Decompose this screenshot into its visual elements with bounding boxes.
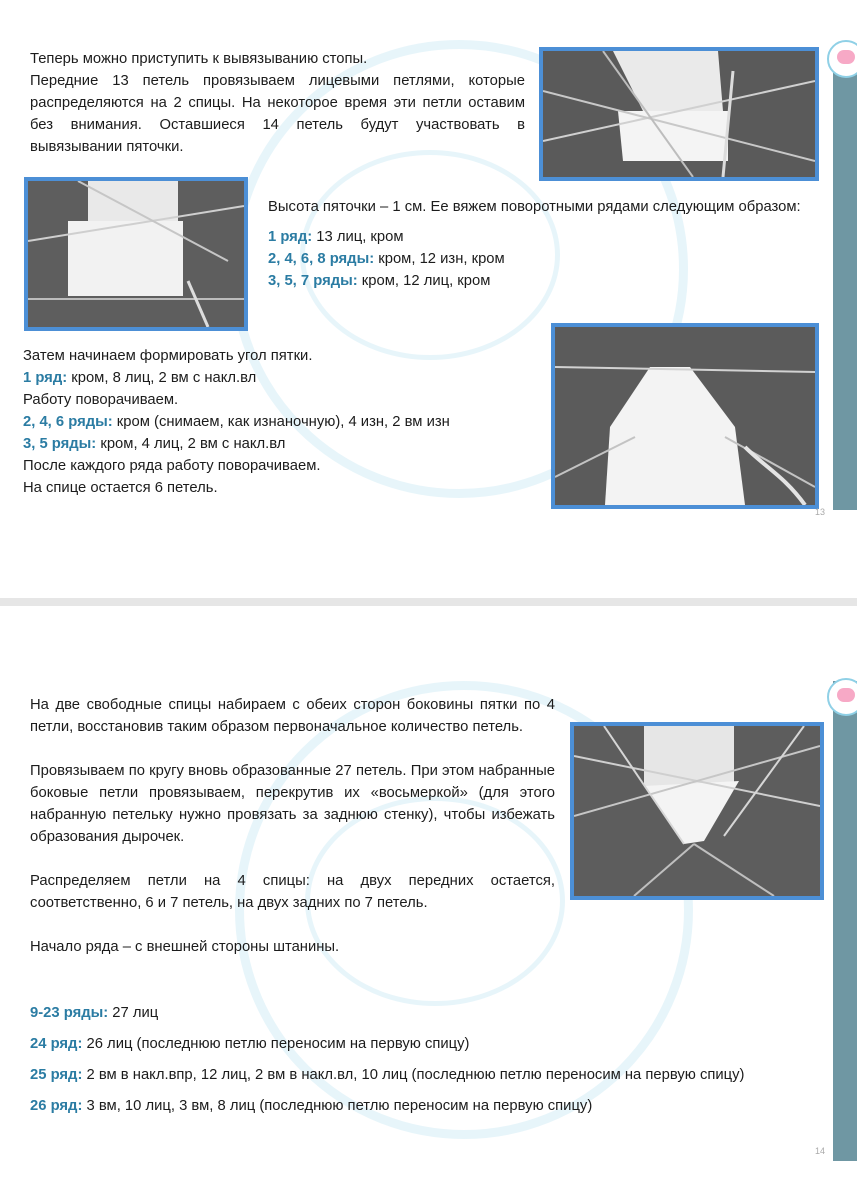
heel-text-block — [268, 196, 833, 292]
brand-logo-icon — [827, 40, 857, 78]
side-bar — [833, 70, 857, 510]
page-14 — [0, 606, 857, 1200]
rows-text-block — [30, 1002, 815, 1117]
corner-text-block — [23, 345, 543, 499]
page-number: 13 — [815, 507, 826, 517]
intro-text-block — [30, 48, 525, 158]
photo-knitting-needles-top — [539, 47, 819, 181]
heel-row-2: 2, 4, 6, 8 ряды: кром, 12 изн, кром — [268, 251, 505, 267]
photo-heel-knitting — [24, 177, 248, 331]
photo-heel-corner — [551, 323, 819, 509]
corner-intro: Затем начинаем формировать угол пятки. — [23, 348, 313, 364]
after-each-row-line: После каждого ряда работу поворачиваем. — [23, 458, 321, 474]
heel-row-3: 3, 5, 7 ряды: кром, 12 лиц, кром — [268, 273, 491, 289]
paragraph-distribute-loops: Распределяем петли на 4 спицы: на двух передних остается, соответственно, 6 и 7 петель, на двух задних по 7 петель. — [30, 873, 555, 911]
remaining-loops-line: На спице остается 6 петель. — [23, 480, 218, 496]
instruction-text-block — [30, 694, 555, 980]
paragraph-row-start: Начало ряда – с внешней стороны штанины. — [30, 939, 340, 955]
corner-row-1: 1 ряд: кром, 8 лиц, 2 вм с накл.вл — [23, 370, 257, 386]
corner-row-2: 2, 4, 6 ряды: кром (снимаем, как изнаночную), 4 изн, 2 вм изн — [23, 414, 450, 430]
brand-logo-icon — [827, 678, 857, 716]
corner-row-3: 3, 5 ряды: кром, 4 лиц, 2 вм с накл.вл — [23, 436, 286, 452]
heel-height-text: Высота пяточки – 1 см. Ее вяжем поворотными рядами следующим образом: — [268, 199, 801, 215]
side-bar — [833, 681, 857, 1161]
row-25: 25 ряд: 2 вм в накл.впр, 12 лиц, 2 вм в накл.вл, 10 лиц (последнюю петлю переносим на первую спицу) — [30, 1067, 745, 1083]
page-number: 14 — [815, 1146, 826, 1156]
page-separator — [0, 598, 857, 606]
page-13 — [0, 0, 857, 598]
photo-side-loops — [570, 722, 824, 900]
row-26: 26 ряд: 3 вм, 10 лиц, 3 вм, 8 лиц (последнюю петлю переносим на первую спицу) — [30, 1098, 593, 1114]
row-9-23: 9-23 ряды: 27 лиц — [30, 1005, 159, 1021]
turn-work-line: Работу поворачиваем. — [23, 392, 179, 408]
row-24: 24 ряд: 26 лиц (последнюю петлю переносим на первую спицу) — [30, 1036, 470, 1052]
intro-line: Теперь можно приступить к вывязыванию стопы. — [30, 51, 368, 67]
paragraph-pick-up-loops: На две свободные спицы набираем с обеих сторон боковины пятки по 4 петли, восстановив таким образом первоначальное количество петель. — [30, 697, 555, 735]
heel-row-1: 1 ряд: 13 лиц, кром — [268, 229, 404, 245]
paragraph-knit-in-round: Провязываем по кругу вновь образованные 27 петель. При этом набранные боковые петли провязываем, перекрутив их «восьмеркой» (для этого набранную петельку нужно провязать за заднюю стенку), чтобы избежать образования дырочек. — [30, 763, 555, 845]
paragraph-front-loops: Передние 13 петель провязываем лицевыми петлями, которые распределяются на 2 спицы. На некоторое время эти петли оставим без внимания. Оставшиеся 14 петель будут участвовать в вывязывании пяточки. — [30, 73, 525, 155]
